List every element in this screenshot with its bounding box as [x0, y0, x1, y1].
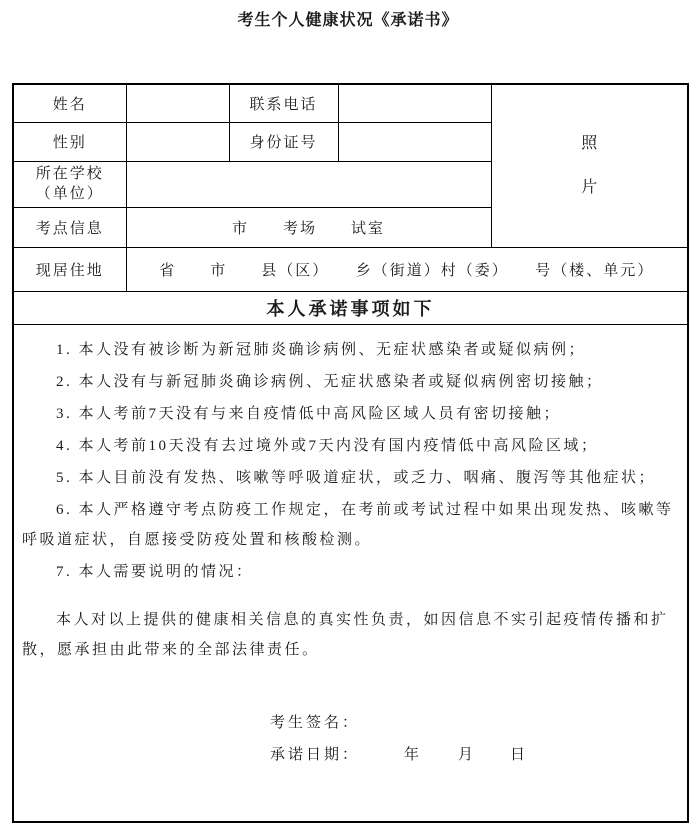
signature-label: 考生签名： — [270, 714, 361, 731]
document-title: 考生个人健康状况《承诺书》 — [237, 12, 459, 29]
signature-line — [270, 707, 679, 739]
date-month-label: 月 — [458, 746, 477, 763]
date-label: 承诺日期： — [270, 746, 361, 763]
id-number-label: 身份证号 — [229, 122, 338, 161]
school-label — [13, 161, 126, 207]
photo-label-char-1: 照 — [581, 134, 598, 152]
date-year-label: 年 — [404, 746, 423, 763]
residence-value-cell: 省 市 县（区） 乡（街道）村（委） 号（楼、单元） — [126, 247, 688, 291]
exam-site-label: 考点信息 — [13, 207, 126, 247]
table-row — [13, 291, 688, 324]
phone-label: 联系电话 — [229, 84, 338, 122]
gender-value-cell — [126, 122, 229, 161]
commitment-item-7: 7. 本人需要说明的情况： — [56, 563, 254, 580]
date-day-label: 日 — [510, 746, 529, 763]
school-value-cell — [126, 161, 491, 207]
table-row — [13, 84, 688, 122]
commitment-item-6: 6. 本人严格遵守考点防疫工作规定，在考前或考试过程中如果出现发热、咳嗽等呼吸道症状，自愿接受防疫处置和核酸检测。 — [22, 501, 674, 548]
commitment-item-3: 3. 本人考前7天没有与来自疫情低中高风险区域人员有密切接触； — [56, 405, 562, 422]
commitment-item-1: 1. 本人没有被诊断为新冠肺炎确诊病例、无症状感染者或疑似病例； — [56, 341, 587, 358]
liability-paragraph: 本人对以上提供的健康相关信息的真实性负责，如因信息不实引起疫情传播和扩散，愿承担由此带来的全部法律责任。 — [22, 611, 669, 658]
photo-box — [491, 84, 688, 247]
gender-label: 性别 — [13, 122, 126, 161]
phone-value-cell — [338, 84, 491, 122]
commitment-item-5: 5. 本人目前没有发热、咳嗽等呼吸道症状，或乏力、咽痛、腹泻等其他症状； — [56, 469, 657, 486]
school-label-line-2: （单位） — [35, 186, 104, 202]
photo-label-char-2: 片 — [581, 178, 598, 196]
commitment-content-cell — [13, 324, 688, 822]
commitment-item-4: 4. 本人考前10天没有去过境外或7天内没有国内疫情低中高风险区域； — [56, 437, 599, 454]
health-form-table — [12, 83, 689, 823]
school-label-line-1: 所在学校 — [35, 166, 104, 182]
exam-site-value-cell: 市 考场 试室 — [126, 207, 491, 247]
name-value-cell — [126, 84, 229, 122]
table-row — [13, 247, 688, 291]
name-label: 姓名 — [13, 84, 126, 122]
commitment-header: 本人承诺事项如下 — [13, 291, 688, 324]
signature-block — [270, 707, 679, 771]
residence-label: 现居住地 — [13, 247, 126, 291]
commitment-item-2: 2. 本人没有与新冠肺炎确诊病例、无症状感染者或疑似病例密切接触； — [56, 373, 604, 390]
id-number-value-cell — [338, 122, 491, 161]
date-line — [270, 739, 679, 771]
table-row — [13, 324, 688, 822]
